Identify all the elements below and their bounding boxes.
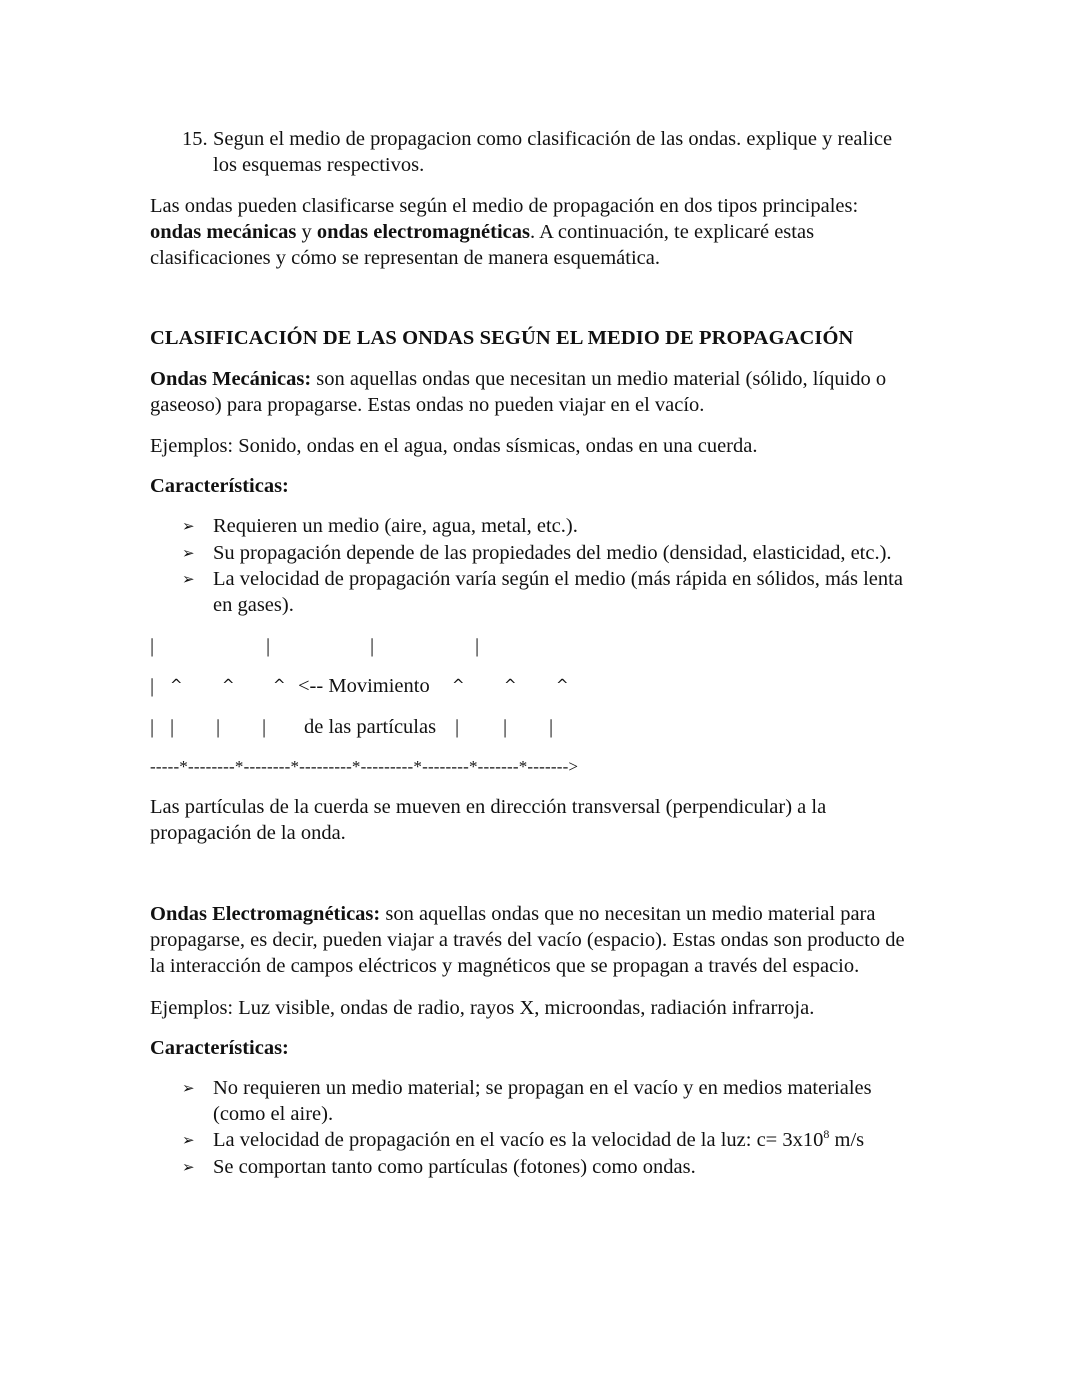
em-bullet-1-line-2: (como el aire). — [213, 1103, 334, 1125]
bullet-arrow-icon: ➢ — [182, 544, 195, 562]
bullet-arrow-icon: ➢ — [182, 1158, 195, 1176]
diagram-pipe: | — [370, 635, 375, 657]
bullet-arrow-icon: ➢ — [182, 517, 195, 535]
characteristics-label: Características: — [150, 1037, 289, 1059]
mechanical-def-text-1: son aquellas ondas que necesitan un medio material (sólido, líquido o — [311, 368, 887, 390]
intro-line-1: Las ondas pueden clasificarse según el medio de propagación en dos tipos principales: — [150, 195, 859, 217]
mechanical-def-line-1 — [150, 366, 950, 392]
question-line-1: Segun el medio de propagacion como clasificación de las ondas. explique y realice — [213, 128, 893, 150]
bullet-arrow-icon: ➢ — [182, 570, 195, 588]
term-ondas-mecanicas: ondas mecánicas — [150, 221, 297, 243]
em-def-text-1: son aquellas ondas que no necesitan un medio material para — [380, 903, 876, 925]
diagram-pipe: | — [170, 716, 175, 738]
intro-line-3: clasificaciones y cómo se representan de manera esquemática. — [150, 247, 660, 269]
mechanical-bullet-1: Requieren un medio (aire, agua, metal, etc.). — [213, 515, 578, 537]
bullet-arrow-icon: ➢ — [182, 1131, 195, 1149]
electromagnetic-characteristics-label — [150, 1035, 289, 1061]
diagram-caret: ^ — [504, 676, 517, 694]
mechanical-def-line-2: gaseoso) para propagarse. Estas ondas no pueden viajar en el vacío. — [150, 394, 705, 416]
diagram-caret: ^ — [273, 676, 286, 694]
section-heading: CLASIFICACIÓN DE LAS ONDAS SEGÚN EL MEDIO DE PROPAGACIÓN — [150, 327, 854, 349]
intro-paragraph — [150, 193, 950, 271]
question-line-2: los esquemas respectivos. — [213, 154, 425, 176]
term-ondas-electromagneticas: ondas electromagnéticas — [316, 221, 530, 243]
question-number: 15. — [182, 128, 208, 150]
intro-connector: y — [296, 221, 317, 243]
em-bullet-2-unit: m/s — [829, 1129, 865, 1151]
electromagnetic-examples: Ejemplos: Luz visible, ondas de radio, rayos X, microondas, radiación infrarroja. — [150, 997, 815, 1019]
diagram-label-movimiento: <-- Movimiento — [298, 675, 430, 697]
mechanical-bullet-3-line-2: en gases). — [213, 594, 294, 616]
electromagnetic-term: Ondas Electromagnéticas: — [150, 903, 381, 925]
em-bullet-3: Se comportan tanto como partículas (fotones) como ondas. — [213, 1156, 696, 1178]
intro-line-2-rest: . A continuación, te explicaré estas — [530, 221, 815, 243]
em-bullet-2-exponent: 8 — [823, 1127, 830, 1141]
diagram-propagation-axis: -----*--------*--------*---------*---------*--------*-------*-------> — [150, 757, 579, 776]
mechanical-caption — [150, 794, 950, 846]
bullet-arrow-icon: ➢ — [182, 1079, 195, 1097]
em-bullet-2 — [213, 1127, 864, 1153]
diagram-pipe: | — [150, 635, 155, 657]
em-def-line-1 — [150, 901, 950, 927]
mechanical-examples: Ejemplos: Sonido, ondas en el agua, ondas sísmicas, ondas en una cuerda. — [150, 435, 758, 457]
electromagnetic-definition — [150, 901, 950, 979]
mechanical-bullet-3-line-1: La velocidad de propagación varía según el medio (más rápida en sólidos, más lenta — [213, 568, 903, 590]
diagram-caret: ^ — [556, 676, 569, 694]
mechanical-bullet-2: Su propagación depende de las propiedades del medio (densidad, elasticidad, etc.). — [213, 542, 892, 564]
mechanical-definition — [150, 366, 950, 418]
diagram-pipe: | — [262, 716, 267, 738]
diagram-pipe: | — [266, 635, 271, 657]
diagram-caret: ^ — [170, 676, 183, 694]
characteristics-label: Características: — [150, 475, 289, 497]
mechanical-characteristics-label — [150, 473, 289, 499]
diagram-pipe: | — [549, 716, 554, 738]
em-bullet-1-line-1: No requieren un medio material; se propagan en el vacío y en medios materiales — [213, 1077, 872, 1099]
em-def-line-3: la interacción de campos eléctricos y magnéticos que se propagan a través del espacio. — [150, 955, 860, 977]
diagram-pipe: | — [150, 675, 155, 697]
diagram-label-particulas: de las partículas — [304, 716, 437, 738]
mechanical-term: Ondas Mecánicas: — [150, 368, 312, 390]
caption-line-1: Las partículas de la cuerda se mueven en dirección transversal (perpendicular) a la — [150, 796, 827, 818]
diagram-pipe: | — [503, 716, 508, 738]
intro-line-2 — [150, 219, 950, 245]
caption-line-2: propagación de la onda. — [150, 822, 346, 844]
diagram-caret: ^ — [452, 676, 465, 694]
diagram-caret: ^ — [222, 676, 235, 694]
diagram-pipe: | — [216, 716, 221, 738]
diagram-pipe: | — [475, 635, 480, 657]
em-def-line-2: propagarse, es decir, pueden viajar a través del vacío (espacio). Estas ondas son producto de — [150, 929, 905, 951]
diagram-pipe: | — [150, 716, 155, 738]
diagram-pipe: | — [455, 716, 460, 738]
em-bullet-2-text: La velocidad de propagación en el vacío es la velocidad de la luz: c= 3x10 — [213, 1129, 824, 1151]
